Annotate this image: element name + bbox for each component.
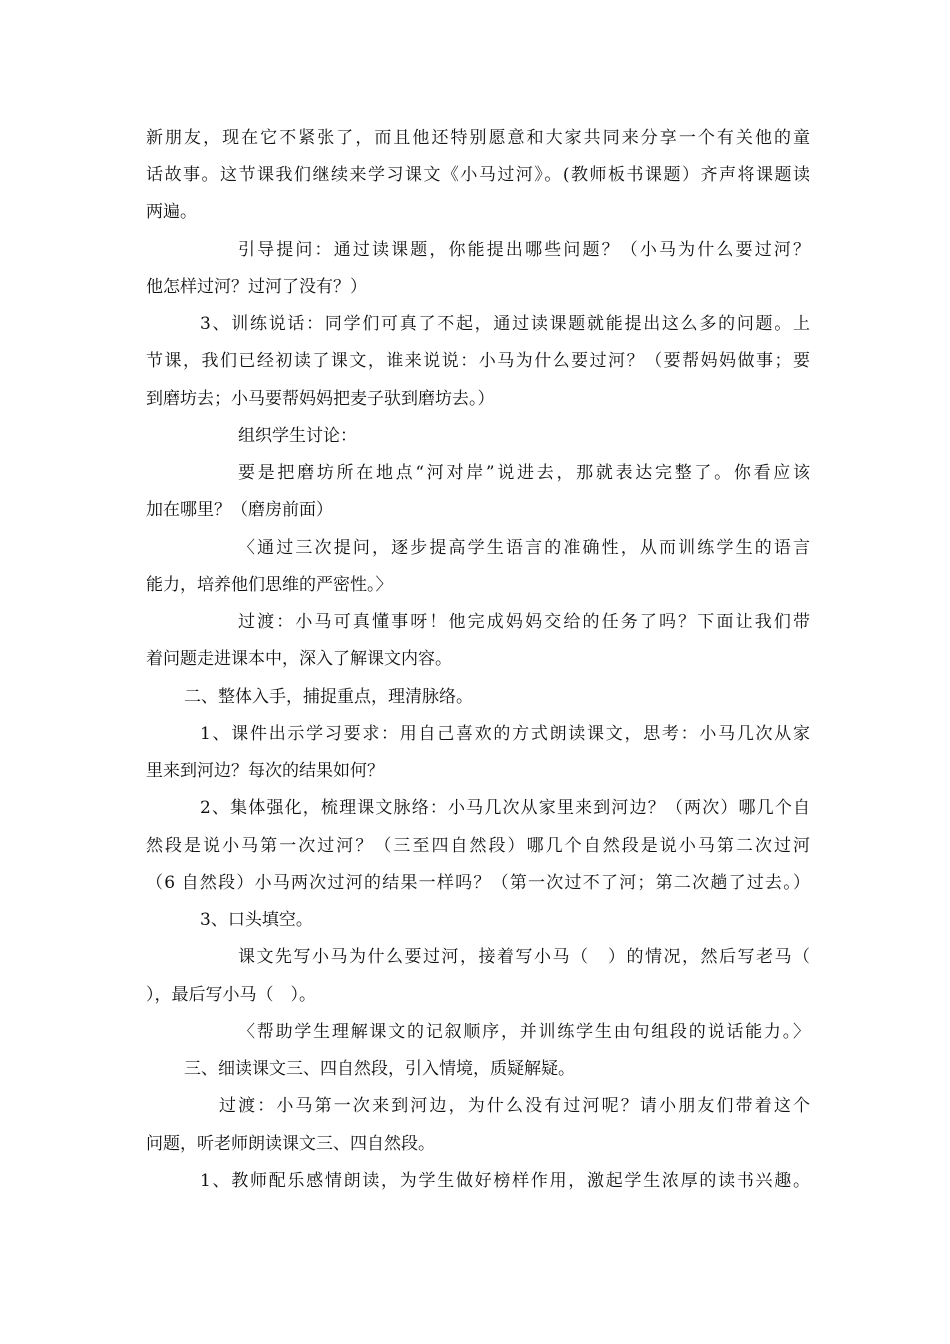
text-line: 过渡：小马可真懂事呀！他完成妈妈交给的任务了吗？下面让我们带 xyxy=(238,612,810,632)
text-line: 课文先写小马为什么要过河，接着写小马（ ）的情况，然后写老马（ xyxy=(238,947,810,967)
text-line: 〈通过三次提问，逐步提高学生语言的准确性，从而训练学生的语言 xyxy=(238,538,810,558)
text-line: 3、训练说话：同学们可真了不起，通过读课题就能提出这么多的问题。上 xyxy=(200,314,810,334)
text-line: 加在哪里？（磨房前面） xyxy=(146,500,333,520)
text-line: 要是把磨坊所在地点“河对岸”说进去，那就表达完整了。你看应该 xyxy=(238,463,810,483)
text-line: 1、教师配乐感情朗读，为学生做好榜样作用，激起学生浓厚的读书兴趣。 xyxy=(200,1171,810,1191)
text-line: 〈帮助学生理解课文的记叙顺序，并训练学生由句组段的说话能力。〉 xyxy=(238,1022,810,1042)
text-line: 问题，听老师朗读课文三、四自然段。 xyxy=(146,1134,435,1154)
text-line: 能力，培养他们思维的严密性。〉 xyxy=(146,575,393,595)
text-line: 2、集体强化，梳理课文脉络：小马几次从家里来到河边？（两次）哪几个自 xyxy=(200,798,810,818)
text-line: 两遍。 xyxy=(146,202,197,222)
text-line: 引导提问：通过读课题，你能提出哪些问题？（小马为什么要过河？ xyxy=(238,240,810,260)
text-line: 过渡：小马第一次来到河边，为什么没有过河呢？请小朋友们带着这个 xyxy=(219,1096,810,1116)
text-line: ），最后写小马（ ）。 xyxy=(146,985,316,1005)
text-line: 着问题走进课本中，深入了解课文内容。 xyxy=(146,649,452,669)
text-line: 到磨坊去；小马要帮妈妈把麦子驮到磨坊去。） xyxy=(146,389,495,409)
section-heading: 三、细读课文三、四自然段，引入情境，质疑解疑。 xyxy=(184,1059,575,1079)
text-line: 话故事。这节课我们继续来学习课文《小马过河》。(教师板书课题）齐声将课题读 xyxy=(146,165,810,185)
text-line: 他怎样过河？过河了没有？） xyxy=(146,277,367,297)
text-line: （6 自然段）小马两次过河的结果一样吗？（第一次过不了河；第二次趟了过去。） xyxy=(146,873,810,893)
section-heading: 二、整体入手，捕捉重点，理清脉络。 xyxy=(184,687,473,707)
text-line: 节课，我们已经初读了课文，谁来说说：小马为什么要过河？（要帮妈妈做事；要 xyxy=(146,351,810,371)
text-line: 然段是说小马第一次过河？（三至四自然段）哪几个自然段是说小马第二次过河 xyxy=(146,836,810,856)
text-line: 1、课件出示学习要求：用自己喜欢的方式朗读课文，思考：小马几次从家 xyxy=(200,724,810,744)
text-line: 3、口头填空。 xyxy=(200,910,313,930)
text-line: 组织学生讨论： xyxy=(238,426,357,446)
text-line: 里来到河边？每次的结果如何？ xyxy=(146,761,384,781)
text-line: 新朋友，现在它不紧张了，而且他还特别愿意和大家共同来分享一个有关他的童 xyxy=(146,128,810,148)
